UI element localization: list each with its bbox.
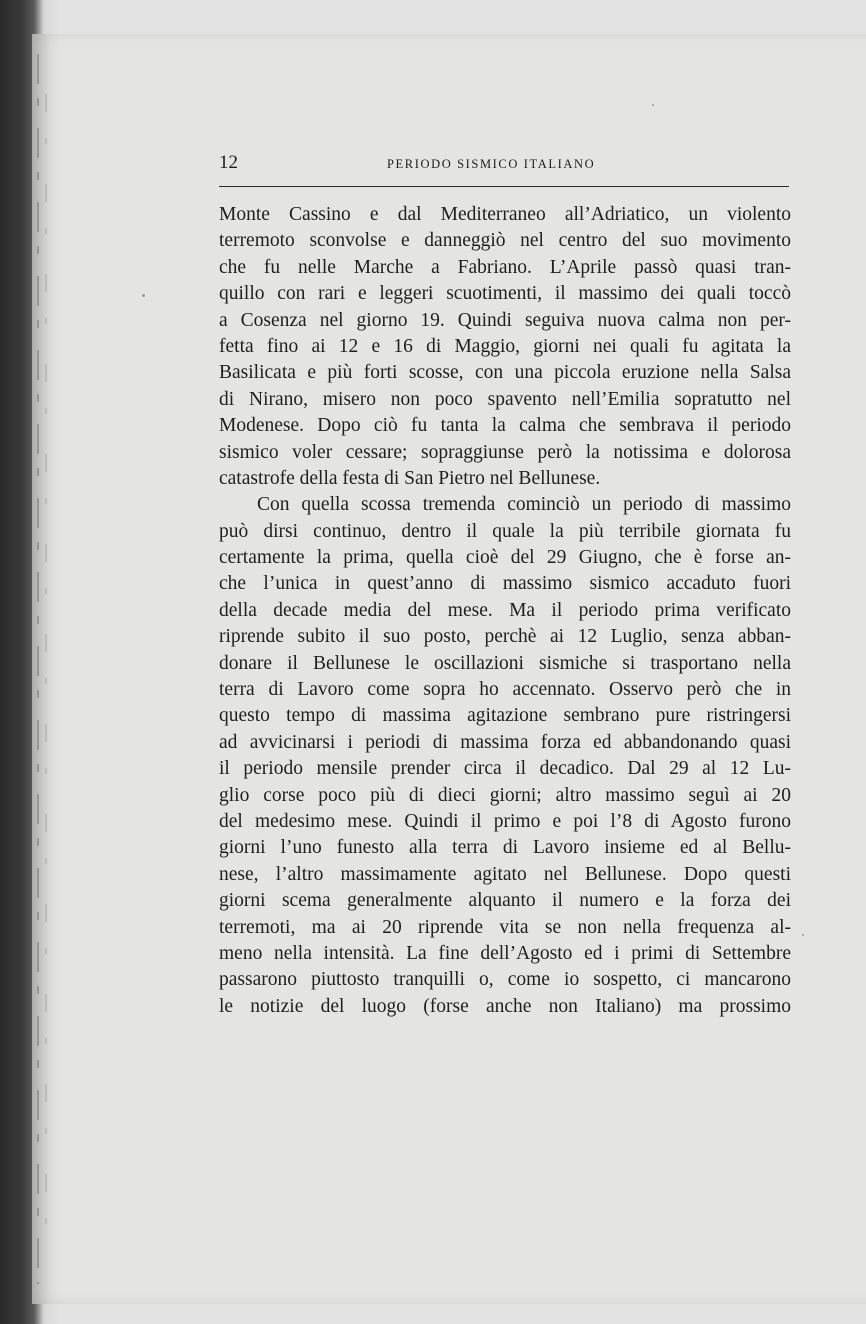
text-line: fetta fino ai 12 e 16 di Maggio, giorni nei quali fu agitata la xyxy=(219,335,791,357)
text-line: quillo con rari e leggeri scuotimenti, il massimo dei quali toccò xyxy=(219,283,791,305)
text-line: Con quella scossa tremenda cominciò un periodo di massimo xyxy=(257,494,791,516)
text-line: di Nirano, misero non poco spavento nell’Emilia sopratutto nel xyxy=(219,388,791,410)
text-line: sismico voler cessare; sopraggiunse però la notissima e dolorosa xyxy=(219,441,791,463)
text-line: può dirsi continuo, dentro il quale la più terribile giornata fu xyxy=(219,520,791,542)
text-line: che l’unica in quest’anno di massimo sismico accaduto fuori xyxy=(219,573,791,595)
text-line: giorni scema generalmente alquanto il numero e la forza dei xyxy=(219,890,791,912)
text-line: glio corse poco più di dieci giorni; altro massimo seguì ai 20 xyxy=(219,784,791,806)
paper-speck xyxy=(142,294,145,297)
text-line: nese, l’altro massimamente agitato nel Bellunese. Dopo questi xyxy=(219,863,791,885)
text-line: questo tempo di massima agitazione sembrano pure ristringersi xyxy=(219,705,791,727)
text-line: terra di Lavoro come sopra ho accennato. Osservo però che in xyxy=(219,679,791,701)
text-line: giorni l’uno funesto alla terra di Lavoro insieme ed al Bellu- xyxy=(219,837,791,859)
running-head: PERIODO SISMICO ITALIANO xyxy=(387,157,596,171)
page-number: 12 xyxy=(219,152,238,173)
paragraph xyxy=(219,202,791,492)
text-line: certamente la prima, quella cioè del 29 Giugno, che è forse an- xyxy=(219,547,791,569)
text-line: donare il Bellunese le oscillazioni sismiche si trasportano nella xyxy=(219,652,791,674)
text-line: del medesimo mese. Quindi il primo e poi l’8 di Agosto furono xyxy=(219,810,791,832)
text-line: della decade media del mese. Ma il periodo prima verificato xyxy=(219,599,791,621)
text-line: meno nella intensità. La fine dell’Agosto ed i primi di Settembre xyxy=(219,942,791,964)
text-line: terremoto sconvolse e danneggiò nel centro del suo movimento xyxy=(219,230,791,252)
text-line: passarono piuttosto tranquilli o, come io sospetto, ci mancarono xyxy=(219,969,791,991)
book-page xyxy=(32,34,866,1304)
text-line: a Cosenza nel giorno 19. Quindi seguiva nuova calma non per- xyxy=(219,309,791,331)
paper-speck xyxy=(802,934,804,936)
text-line: Monte Cassino e dal Mediterraneo all’Adriatico, un violento xyxy=(219,204,791,225)
text-line: terremoti, ma ai 20 riprende vita se non nella frequenza al- xyxy=(219,916,791,938)
text-line: Modenese. Dopo ciò fu tanta la calma che sembrava il periodo xyxy=(219,415,791,437)
text-line: catastrofe della festa di San Pietro nel Bellunese. xyxy=(219,467,601,489)
text-line: riprende subito il suo posto, perchè ai 12 Luglio, senza abban- xyxy=(219,626,791,648)
text-line: che fu nelle Marche a Fabriano. L’Aprile passò quasi tran- xyxy=(219,256,791,278)
paragraph xyxy=(219,492,791,1020)
text-line: Basilicata e più forti scosse, con una piccola eruzione nella Salsa xyxy=(219,362,791,384)
text-line: le notizie del luogo (forse anche non Italiano) ma prossimo xyxy=(219,995,791,1017)
page-header xyxy=(219,152,789,187)
text-line: ad avvicinarsi i periodi di massima forza ed abbandonando quasi xyxy=(219,731,791,753)
text-line: il periodo mensile prender circa il decadico. Dal 29 al 12 Lu- xyxy=(219,758,791,780)
body-text xyxy=(219,202,791,1020)
paper-speck xyxy=(652,104,654,106)
gutter-shadow xyxy=(32,34,62,1304)
